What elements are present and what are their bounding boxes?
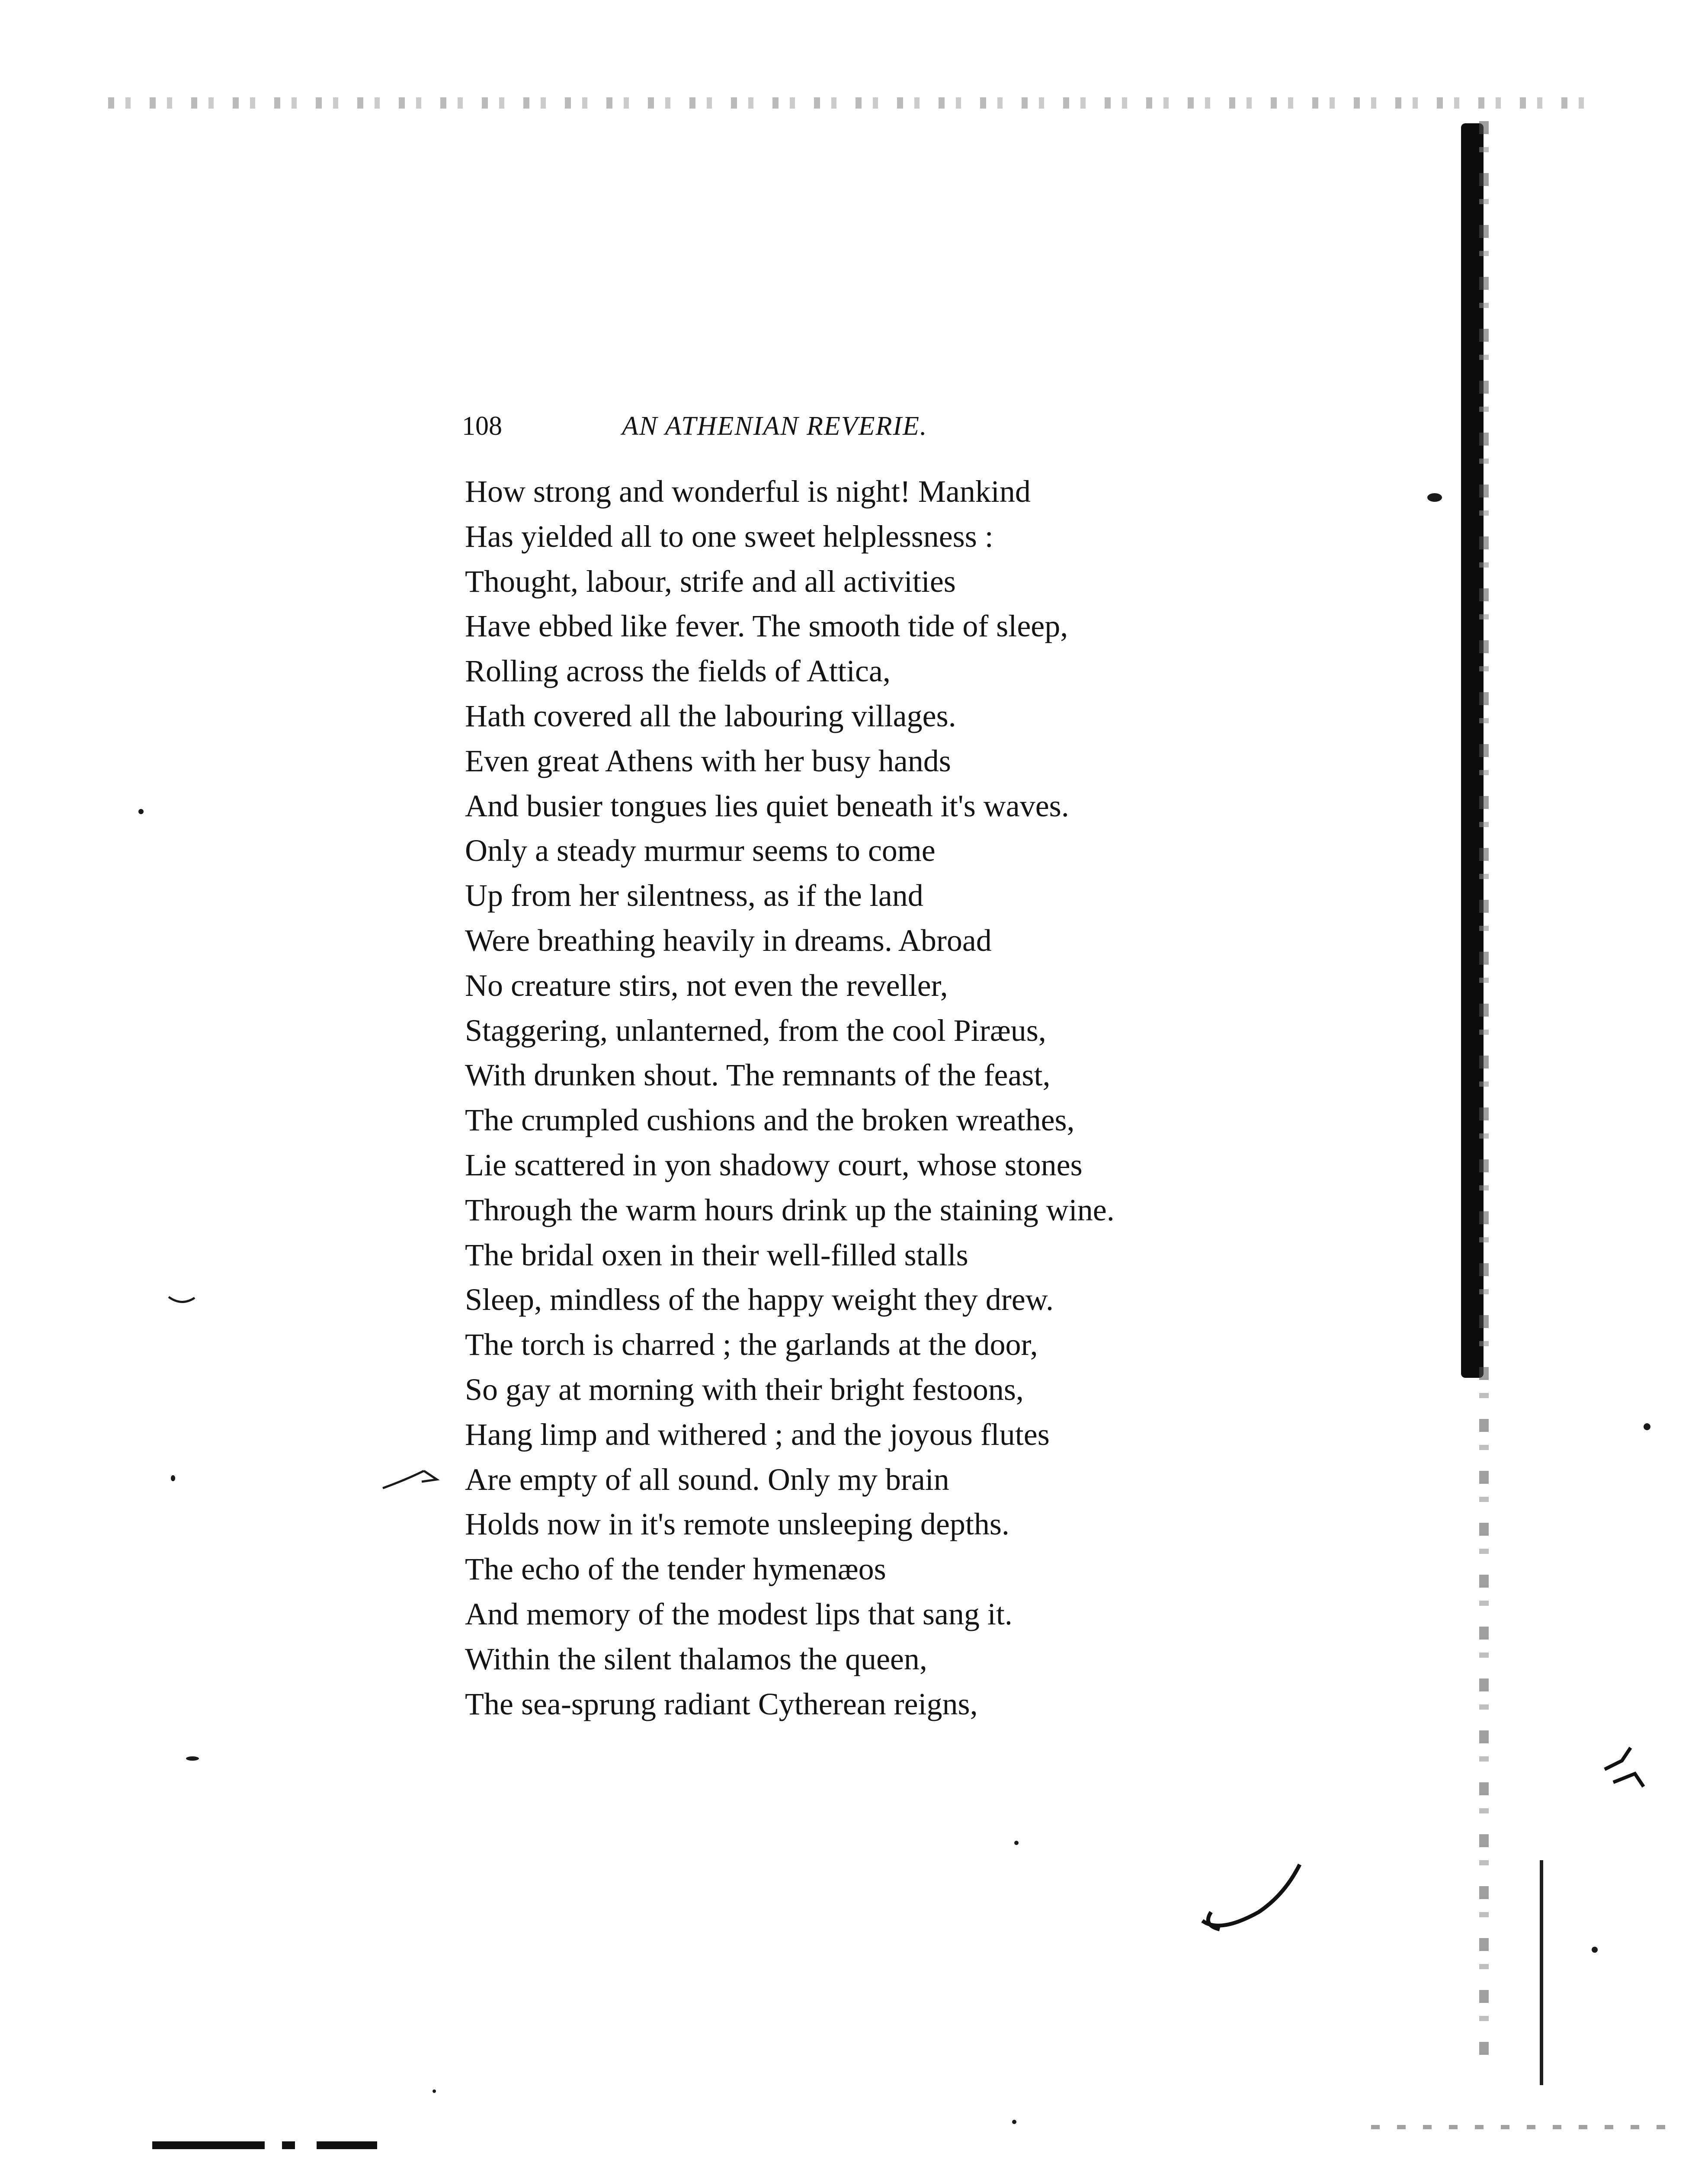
scan-speck bbox=[1012, 2120, 1016, 2124]
poem-line: The torch is charred ; the garlands at the door, bbox=[465, 1327, 1038, 1362]
poem-line: And busier tongues lies quiet beneath it's waves. bbox=[465, 788, 1069, 823]
poem-line: Up from her silentness, as if the land bbox=[465, 878, 923, 913]
poem-line: No creature stirs, not even the reveller, bbox=[465, 968, 948, 1003]
scan-cluster-mark bbox=[1596, 1743, 1648, 1795]
margin-arrow-mark bbox=[381, 1462, 441, 1497]
page-header bbox=[462, 407, 1080, 446]
poem-line: Staggering, unlanterned, from the cool Piræus, bbox=[465, 1013, 1046, 1048]
poem-line: Sleep, mindless of the happy weight they drew. bbox=[465, 1282, 1054, 1317]
binding-gutter-texture bbox=[1479, 121, 1489, 2068]
scan-bottom-edge-artifact bbox=[1371, 2125, 1674, 2129]
scan-speck bbox=[433, 2089, 436, 2093]
binding-edge-line bbox=[1540, 1860, 1543, 2085]
poem-line: The crumpled cushions and the broken wreathes, bbox=[465, 1103, 1075, 1138]
ink-scribble-mark bbox=[1194, 1860, 1306, 1938]
poem-line: Within the silent thalamos the queen, bbox=[465, 1641, 927, 1676]
poem-line: Even great Athens with her busy hands bbox=[465, 743, 951, 778]
poem-line: The echo of the tender hymenæos bbox=[465, 1552, 886, 1587]
poem-line: Only a steady murmur seems to come bbox=[465, 833, 936, 868]
scan-bottom-dash-artifact bbox=[152, 2141, 377, 2149]
scan-speck bbox=[1644, 1423, 1650, 1430]
poem-text bbox=[465, 469, 1330, 1727]
scan-top-edge-artifact bbox=[108, 97, 1592, 109]
poem-line: Hath covered all the labouring villages. bbox=[465, 698, 956, 733]
poem-line: Has yielded all to one sweet helplessness : bbox=[465, 519, 993, 554]
poem-line: Lie scattered in yon shadowy court, whose stones bbox=[465, 1147, 1083, 1182]
scan-speck bbox=[1427, 493, 1442, 502]
poem-line: Rolling across the fields of Attica, bbox=[465, 654, 891, 689]
poem-line: Have ebbed like fever. The smooth tide of sleep, bbox=[465, 609, 1068, 644]
running-title: AN ATHENIAN REVERIE. bbox=[622, 411, 928, 441]
poem-line: The sea-sprung radiant Cytherean reigns, bbox=[465, 1686, 978, 1721]
page-number: 108 bbox=[462, 411, 502, 441]
poem-line: How strong and wonderful is night! Mankind bbox=[465, 474, 1031, 509]
poem-line: And memory of the modest lips that sang it. bbox=[465, 1596, 1013, 1631]
scan-speck bbox=[1014, 1841, 1019, 1845]
poem-line: Thought, labour, strife and all activities bbox=[465, 564, 956, 599]
poem-line: Were breathing heavily in dreams. Abroad bbox=[465, 923, 992, 958]
poem-line: Holds now in it's remote unsleeping depths. bbox=[465, 1507, 1009, 1542]
margin-stroke-mark bbox=[167, 1293, 197, 1306]
poem-line: Through the warm hours drink up the staining wine. bbox=[465, 1192, 1115, 1227]
scan-speck bbox=[186, 1756, 199, 1761]
scan-speck bbox=[171, 1475, 175, 1481]
poem-line: Are empty of all sound. Only my brain bbox=[465, 1462, 949, 1497]
poem-line: The bridal oxen in their well-filled stalls bbox=[465, 1237, 968, 1272]
poem-line: Hang limp and withered ; and the joyous flutes bbox=[465, 1417, 1050, 1452]
scan-speck bbox=[1592, 1947, 1598, 1953]
poem-line: So gay at morning with their bright festoons, bbox=[465, 1372, 1024, 1407]
scan-speck bbox=[138, 809, 144, 814]
poem-line: With drunken shout. The remnants of the feast, bbox=[465, 1058, 1051, 1093]
